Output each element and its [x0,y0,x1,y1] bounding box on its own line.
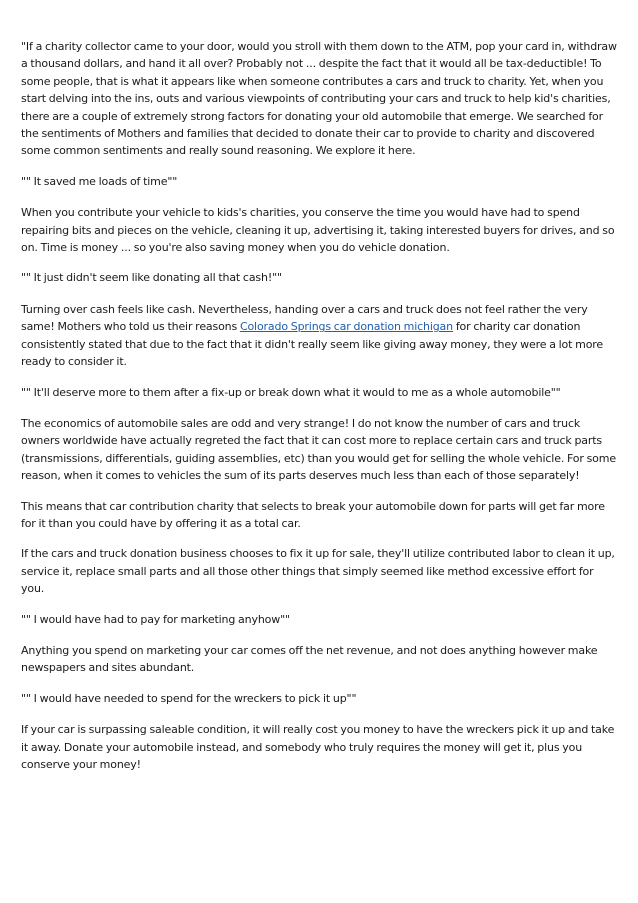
fix-up-paragraph: If the cars and truck donation business chooses to fix it up for sale, they'll utilize contributed labor to clean it up, service it, replace small parts and all those other things that simply seemed like method excessive effort for you. [21,547,615,596]
intro-paragraph: "If a charity collector came to your door, would you stroll with them down to the ATM, pop your card in, withdraw a thousand dollars, and hand it all over? Probably not ... despite the fact that it would all be tax-deductible! To some people, that is what it appears like when someone contributes a cars and truck to charity. Yet, when you start delving into the ins, outs and various viewpoints of contributing your cars and truck to help kid's charities, there are a couple of extremely strong factors for donating your old automobile that emerge. We searched for the sentiments of Mothers and families that decided to donate their car to provide to charity and discovered some common sentiments and really sound reasoning. We explore it here. [21,40,617,158]
parts-paragraph: This means that car contribution charity that selects to break your automobile down for parts will get far more for it than you could have by offering it as a total car. [21,499,605,530]
cash-paragraph-after: for charity car donation consistently stated that due to the fact that it didn't really seem like giving away money, they were a lot more ready to consider it. [21,320,604,369]
quote-heading-saved-time: "" It saved me loads of time"" [21,174,178,188]
quote-heading-marketing: "" I would have had to pay for marketing anyhow"" [21,612,290,626]
wreckers-paragraph: If your car is surpassing saleable condition, it will really cost you money to have the wreckers pick it up and take it away. Donate your automobile instead, and somebody who truly requires the money will get it, plus you conserve your money! [21,723,615,771]
car-donation-link[interactable]: Colorado Springs car donation michigan [239,320,453,334]
economics-paragraph: The economics of automobile sales are odd and very strange! I do not know the number of cars and truck owners worldwide have actually regreted the fact that it can cost more to replace certain cars and truck parts (transmissions, differentials, guiding assemblies, etc) than you would get for selling the whole vehicle. For some reason, when it comes to vehicles the sum of its parts deserves much less than each of those separately! [21,416,616,483]
quote-heading-worth-more: "" It'll deserve more to them after a fix-up or break down what it would to me as a whole automobile"" [21,385,561,399]
cash-paragraph [21,301,617,371]
cash-paragraph-before: Turning over cash feels like cash. Nevertheless, handing over a cars and truck does not feel rather the very same! Mothers who told us their reasons [21,302,588,334]
time-paragraph: When you contribute your vehicle to kids's charities, you conserve the time you would have had to spend repairing bits and pieces on the vehicle, cleaning it up, advertising it, taking interested buyers for drives, and so on. Time is money ... so you're also saving money when you do vehicle donation. [21,206,615,255]
quote-heading-not-cash: "" It just didn't seem like donating all that cash!"" [21,271,282,285]
quote-heading-wreckers: "" I would have needed to spend for the wreckers to pick it up"" [21,691,357,705]
marketing-paragraph: Anything you spend on marketing your car comes off the net revenue, and not does anything however make newspapers and sites abundant. [21,643,598,675]
document-page [21,38,617,786]
